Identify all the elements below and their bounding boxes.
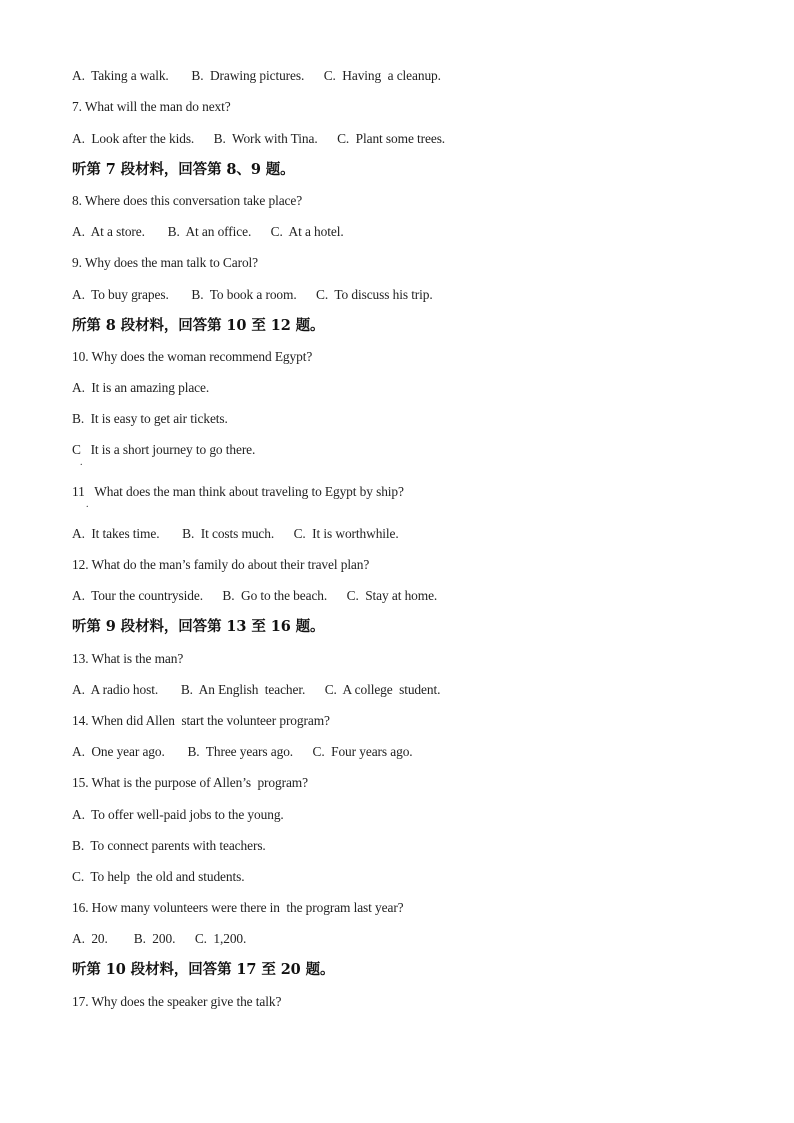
q15-option-c: C. To help the old and students. [72,869,245,884]
question-17: 17. Why does the speaker give the talk? [72,994,282,1009]
question-10: 10. Why does the woman recommend Egypt? [72,349,313,364]
q7-options: A. Look after the kids. B. Work with Tina. C. Plant some trees. [72,131,446,146]
q15-option-b: B. To connect parents with teachers. [72,838,266,853]
stray-dot-mark: . [86,499,89,510]
question-16: 16. How many volunteers were there in the program last year? [72,900,404,915]
question-9: 9. Why does the man talk to Carol? [72,255,259,270]
q11-options: A. It takes time. B. It costs much. C. It is worthwhile. [72,526,399,541]
q10-option-b: B. It is easy to get air tickets. [72,411,228,426]
q10-option-a: A. It is an amazing place. [72,380,210,395]
question-12: 12. What do the man’s family do about their travel plan? [72,557,370,572]
q16-options: A. 20. B. 200. C. 1,200. [72,931,247,946]
question-11: 11 What does the man think about traveling to Egypt by ship? [72,484,404,499]
q6-options: A. Taking a walk. B. Drawing pictures. C. Having a cleanup. [72,68,441,83]
q12-options: A. Tour the countryside. B. Go to the beach. C. Stay at home. [72,588,438,603]
section-7-heading: 听第 7 段材料，回答第 8、9 题。 [72,161,295,178]
question-8: 8. Where does this conversation take place? [72,193,303,208]
question-14: 14. When did Allen start the volunteer program? [72,713,330,728]
section-8-heading: 所第 8 段材料，回答第 10 至 12 题。 [72,317,325,334]
q10-option-c: C It is a short journey to go there. [72,442,256,457]
question-15: 15. What is the purpose of Allen’s program? [72,775,308,790]
question-13: 13. What is the man? [72,651,184,666]
q8-options: A. At a store. B. At an office. C. At a hotel. [72,224,344,239]
section-9-heading: 听第 9 段材料，回答第 13 至 16 题。 [72,618,325,635]
section-10-heading: 听第 10 段材料，回答第 17 至 20 题。 [72,961,335,978]
stray-dot-mark: . [80,457,83,468]
question-7: 7. What will the man do next? [72,99,231,114]
q14-options: A. One year ago. B. Three years ago. C. Four years ago. [72,744,413,759]
q13-options: A. A radio host. B. An English teacher. C. A college student. [72,682,441,697]
q9-options: A. To buy grapes. B. To book a room. C. To discuss his trip. [72,287,433,302]
q15-option-a: A. To offer well-paid jobs to the young. [72,807,284,822]
